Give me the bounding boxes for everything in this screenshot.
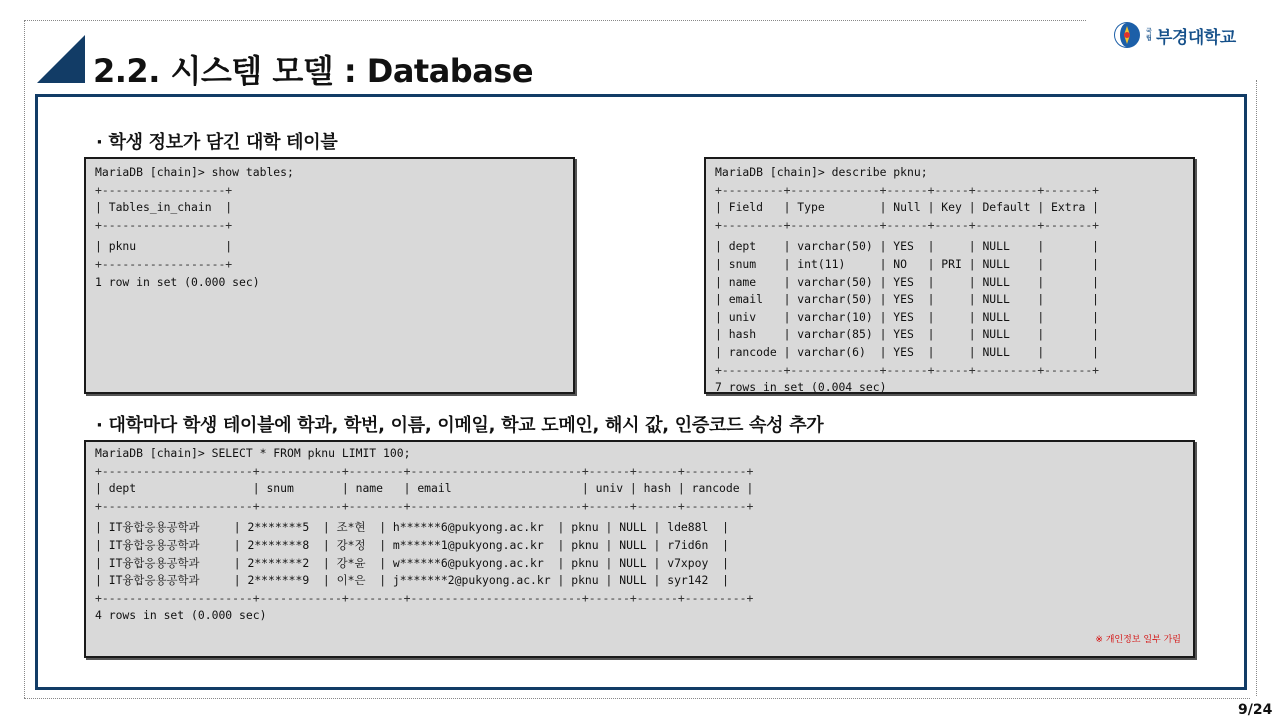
table-row: | pknu |: [95, 239, 233, 254]
table-row: | rancode | varchar(6) | YES | | NULL | |: [715, 344, 1100, 359]
table-row: | IT융합응용공학과 | 2*******8 | 강*정 | m******1@pukyong.ac.kr | pknu | NULL | r7id6n |: [95, 537, 729, 552]
privacy-note: ※ 개인정보 일부 가림: [1095, 635, 1181, 646]
terminal-prompt: MariaDB [chain]> SELECT * FROM pknu LIMIT 100;: [95, 446, 411, 460]
terminal-describe-pknu: [704, 157, 1195, 394]
table-border: +----------------------+------------+--------+-------------------------+------+------+---------+: [95, 498, 754, 513]
table-row: | univ | varchar(10) | YES | | NULL | |: [715, 309, 1100, 324]
table-row: | name | varchar(50) | YES | | NULL | |: [715, 274, 1100, 289]
section-heading-student-table: · 대학마다 학생 테이블에 학과, 학번, 이름, 이메일, 학교 도메인, 해시 값, 인증코드 속성 추가: [96, 415, 824, 436]
table-border: +----------------------+------------+--------+-------------------------+------+------+---------+: [95, 463, 754, 478]
top-dotted-line: [24, 20, 1086, 21]
table-border: +---------+-------------+------+-----+---------+-------+: [715, 182, 1100, 197]
table-border: +------------------+: [95, 217, 233, 232]
terminal-prompt: MariaDB [chain]> show tables;: [95, 165, 294, 179]
terminal-select-pknu: [84, 440, 1195, 658]
left-dotted-line: [24, 20, 25, 698]
terminal-prompt: MariaDB [chain]> describe pknu;: [715, 165, 928, 179]
table-border: +---------+-------------+------+-----+---------+-------+: [715, 217, 1100, 232]
result-footer: 4 rows in set (0.000 sec): [95, 608, 267, 623]
section-heading-university-table: · 학생 정보가 담긴 대학 테이블: [96, 132, 338, 153]
logo-name: 부경대학교: [1156, 27, 1236, 48]
university-logo: [1112, 20, 1236, 50]
table-header: | Tables_in_chain |: [95, 200, 233, 215]
table-border: +------------------+: [95, 256, 233, 271]
table-row: | email | varchar(50) | YES | | NULL | |: [715, 292, 1100, 307]
right-dotted-line: [1256, 80, 1257, 696]
title-triangle-decoration: [37, 35, 85, 83]
table-row: | IT융합응용공학과 | 2*******5 | 조*현 | h******6@pukyong.ac.kr | pknu | NULL | lde88l |: [95, 520, 729, 535]
result-footer: 7 rows in set (0.004 sec): [715, 380, 887, 394]
bottom-dotted-line: [24, 698, 1250, 699]
logo-tiny-text: 국립: [1146, 28, 1152, 42]
table-border: +------------------+: [95, 182, 233, 197]
table-row: | IT융합응용공학과 | 2*******9 | 이*은 | j*******2@pukyong.ac.kr | pknu | NULL | syr142 |: [95, 573, 729, 588]
table-row: | hash | varchar(85) | YES | | NULL | |: [715, 327, 1100, 342]
slide-title: 2.2. 시스템 모델 : Database: [93, 52, 534, 90]
table-row: | snum | int(11) | NO | PRI | NULL | |: [715, 256, 1100, 271]
table-border: +----------------------+------------+--------+-------------------------+------+------+---------+: [95, 590, 754, 605]
terminal-show-tables: [84, 157, 575, 394]
page-number: 9/24: [1238, 702, 1273, 718]
table-border: +---------+-------------+------+-----+---------+-------+: [715, 362, 1100, 377]
table-header: | Field | Type | Null | Key | Default | Extra |: [715, 200, 1100, 215]
university-emblem-icon: [1112, 20, 1142, 50]
table-row: | dept | varchar(50) | YES | | NULL | |: [715, 239, 1100, 254]
table-row: | IT융합응용공학과 | 2*******2 | 강*윤 | w******6@pukyong.ac.kr | pknu | NULL | v7xpoy |: [95, 555, 729, 570]
result-footer: 1 row in set (0.000 sec): [95, 274, 260, 289]
table-header: | dept | snum | name | email | univ | hash | rancode |: [95, 481, 754, 496]
